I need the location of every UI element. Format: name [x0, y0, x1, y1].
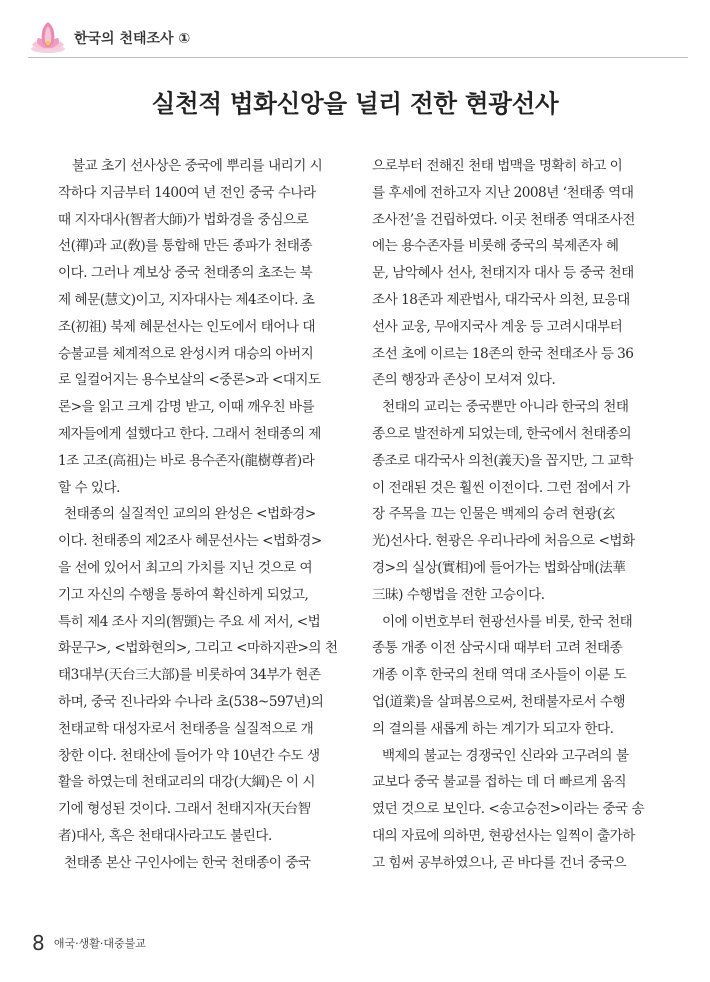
text-line: 론>을 읽고 크게 감명 받고, 이때 깨우친 바를 [58, 399, 315, 416]
text-line: 화문구>, <법화현의>, 그리고 <마하지관>의 천 [58, 640, 338, 657]
text-line: 종조로 대각국사 의천(義天)을 꼽지만, 그 교학 [372, 452, 633, 469]
text-line: 조사전’을 건립하였다. 이곳 천태종 역대조사전 [372, 211, 635, 228]
text-line: 三昧) 수행법을 전한 고승이다. [372, 586, 545, 603]
publication-name: 애국·생활·대중불교 [53, 937, 146, 950]
article-title: 실천적 법화신앙을 널리 전한 현광선사 [151, 89, 559, 118]
text-line: 조(初祖) 북제 혜문선사는 인도에서 태어나 대 [58, 318, 316, 335]
text-line: 光)선사다. 현광은 우리나라에 처음으로 <법화 [372, 533, 635, 550]
text-line: 할 수 있다. [58, 479, 120, 496]
text-line: 활을 하였는데 천태교리의 대강(大綱)은 이 시 [58, 774, 316, 791]
text-line: 이다. 그러나 계보상 중국 천태종의 초조는 북 [58, 265, 313, 282]
text-line: 종통 개종 이전 삼국시대 때부터 고려 천태종 [372, 640, 623, 657]
text-line: 천태종 본산 구인사에는 한국 천태종이 중국 [64, 854, 311, 871]
text-line: 창한 이다. 천태산에 들어가 약 10년간 수도 생 [58, 747, 320, 764]
text-line: 에는 용수존자를 비롯해 중국의 북제존자 혜 [372, 238, 619, 255]
text-line: 이에 이번호부터 현광선사를 비롯, 한국 천태 [382, 613, 633, 630]
left-column [58, 153, 340, 877]
text-line: 천태교학 대성자로서 천태종을 실질적으로 개 [58, 720, 314, 737]
text-line: 기에 형성된 것이다. 그래서 천태지자(天台智 [58, 801, 311, 818]
text-line: 이다. 천태종의 제2조사 혜문선사는 <법화경> [58, 533, 322, 550]
series-title: 한국의 천태조사 ① [74, 31, 191, 47]
text-line: 교보다 중국 불교를 접하는 데 더 빠르게 움직 [372, 774, 627, 791]
text-line: 때 지자대사(智者大師)가 법화경을 중심으로 [58, 211, 309, 228]
text-line: 였던 것으로 보인다. <송고승전>이라는 중국 송 [372, 801, 645, 818]
text-line: 의 결의를 새롭게 하는 계기가 되고자 한다. [372, 720, 614, 737]
text-line: 선(禪)과 교(敎)를 통합해 만든 종파가 천태종 [58, 238, 312, 255]
text-line: 조사 18존과 제관법사, 대각국사 의천, 묘응대 [372, 291, 630, 308]
text-line: 문, 남악혜사 선사, 천태지자 대사 등 중국 천태 [372, 265, 634, 282]
text-line: 승불교를 체계적으로 완성시켜 대승의 아버지 [58, 345, 314, 362]
text-line: 업(道業)을 살펴봄으로써, 천태불자로서 수행 [372, 693, 626, 710]
text-line: 장 주목을 끄는 인물은 백제의 승려 현광(玄 [372, 506, 615, 523]
text-line: 천태의 교리는 중국뿐만 아니라 한국의 천태 [382, 399, 629, 416]
text-line: 선사 교웅, 무애지국사 계웅 등 고려시대부터 [372, 318, 623, 335]
text-line: 제자들에게 설했다고 한다. 그래서 천태종의 제 [58, 425, 321, 442]
text-line: 특히 제4 조사 지의(智顗)는 주요 세 저서, <법 [58, 613, 321, 630]
text-line: 종으로 발전하게 되었는데, 한국에서 천태종의 [372, 425, 632, 442]
text-line: 조선 초에 이르는 18존의 한국 천태조사 등 36 [372, 345, 634, 362]
page-number: 8 [32, 931, 45, 955]
text-line: 를 후세에 전하고자 지난 2008년 ‘천태종 역대 [372, 184, 634, 201]
page-footer [32, 931, 146, 955]
text-line: 대의 자료에 의하면, 현광선사는 일찍이 출가하 [372, 827, 635, 844]
text-line: 하며, 중국 진나라와 수나라 초(538~597년)의 [58, 693, 324, 710]
text-line: 천태종의 실질적인 교의의 완성은 <법화경> [64, 506, 316, 523]
text-line: 고 힘써 공부하였으나, 곧 바다를 건너 중국으 [372, 854, 627, 871]
right-column [372, 153, 654, 877]
text-line: 불교 초기 선사상은 중국에 뿌리를 내리기 시 [72, 158, 323, 174]
text-line: 경>의 실상(實相)에 들어가는 법화삼매(法華 [372, 559, 626, 576]
running-header [28, 18, 688, 58]
text-line: 태3대부(天台三大部)를 비롯하여 34부가 현존 [58, 667, 321, 684]
text-line: 으로부터 전해진 천태 법맥을 명확히 하고 이 [372, 158, 623, 174]
text-line: 작하다 지금부터 1400여 년 전인 중국 수나라 [58, 184, 316, 201]
lotus-icon [28, 18, 68, 56]
text-line: 백제의 불교는 경쟁국인 신라와 고구려의 불 [382, 747, 629, 764]
text-line: 者)대사, 혹은 천태대사라고도 불린다. [58, 827, 272, 844]
text-line: 이 전래된 것은 훨씬 이전이다. 그런 점에서 가 [372, 479, 630, 496]
text-line: 을 선에 있어서 최고의 가치를 지닌 것으로 여 [58, 559, 313, 576]
text-line: 존의 행장과 존상이 모셔져 있다. [372, 372, 556, 389]
text-line: 제 혜문(慧文)이고, 지자대사는 제4조이다. 초 [58, 291, 315, 308]
text-line: 로 일컬어지는 용수보살의 <중론>과 <대지도 [58, 372, 321, 389]
text-line: 개종 이후 한국의 천태 역대 조사들이 이룬 도 [372, 667, 627, 684]
text-line: 1조 고조(高祖)는 바로 용수존자(龍樹尊者)라 [58, 452, 315, 469]
text-line: 기고 자신의 수행을 통하여 확신하게 되었고, [58, 586, 309, 603]
header-rule [28, 57, 688, 58]
